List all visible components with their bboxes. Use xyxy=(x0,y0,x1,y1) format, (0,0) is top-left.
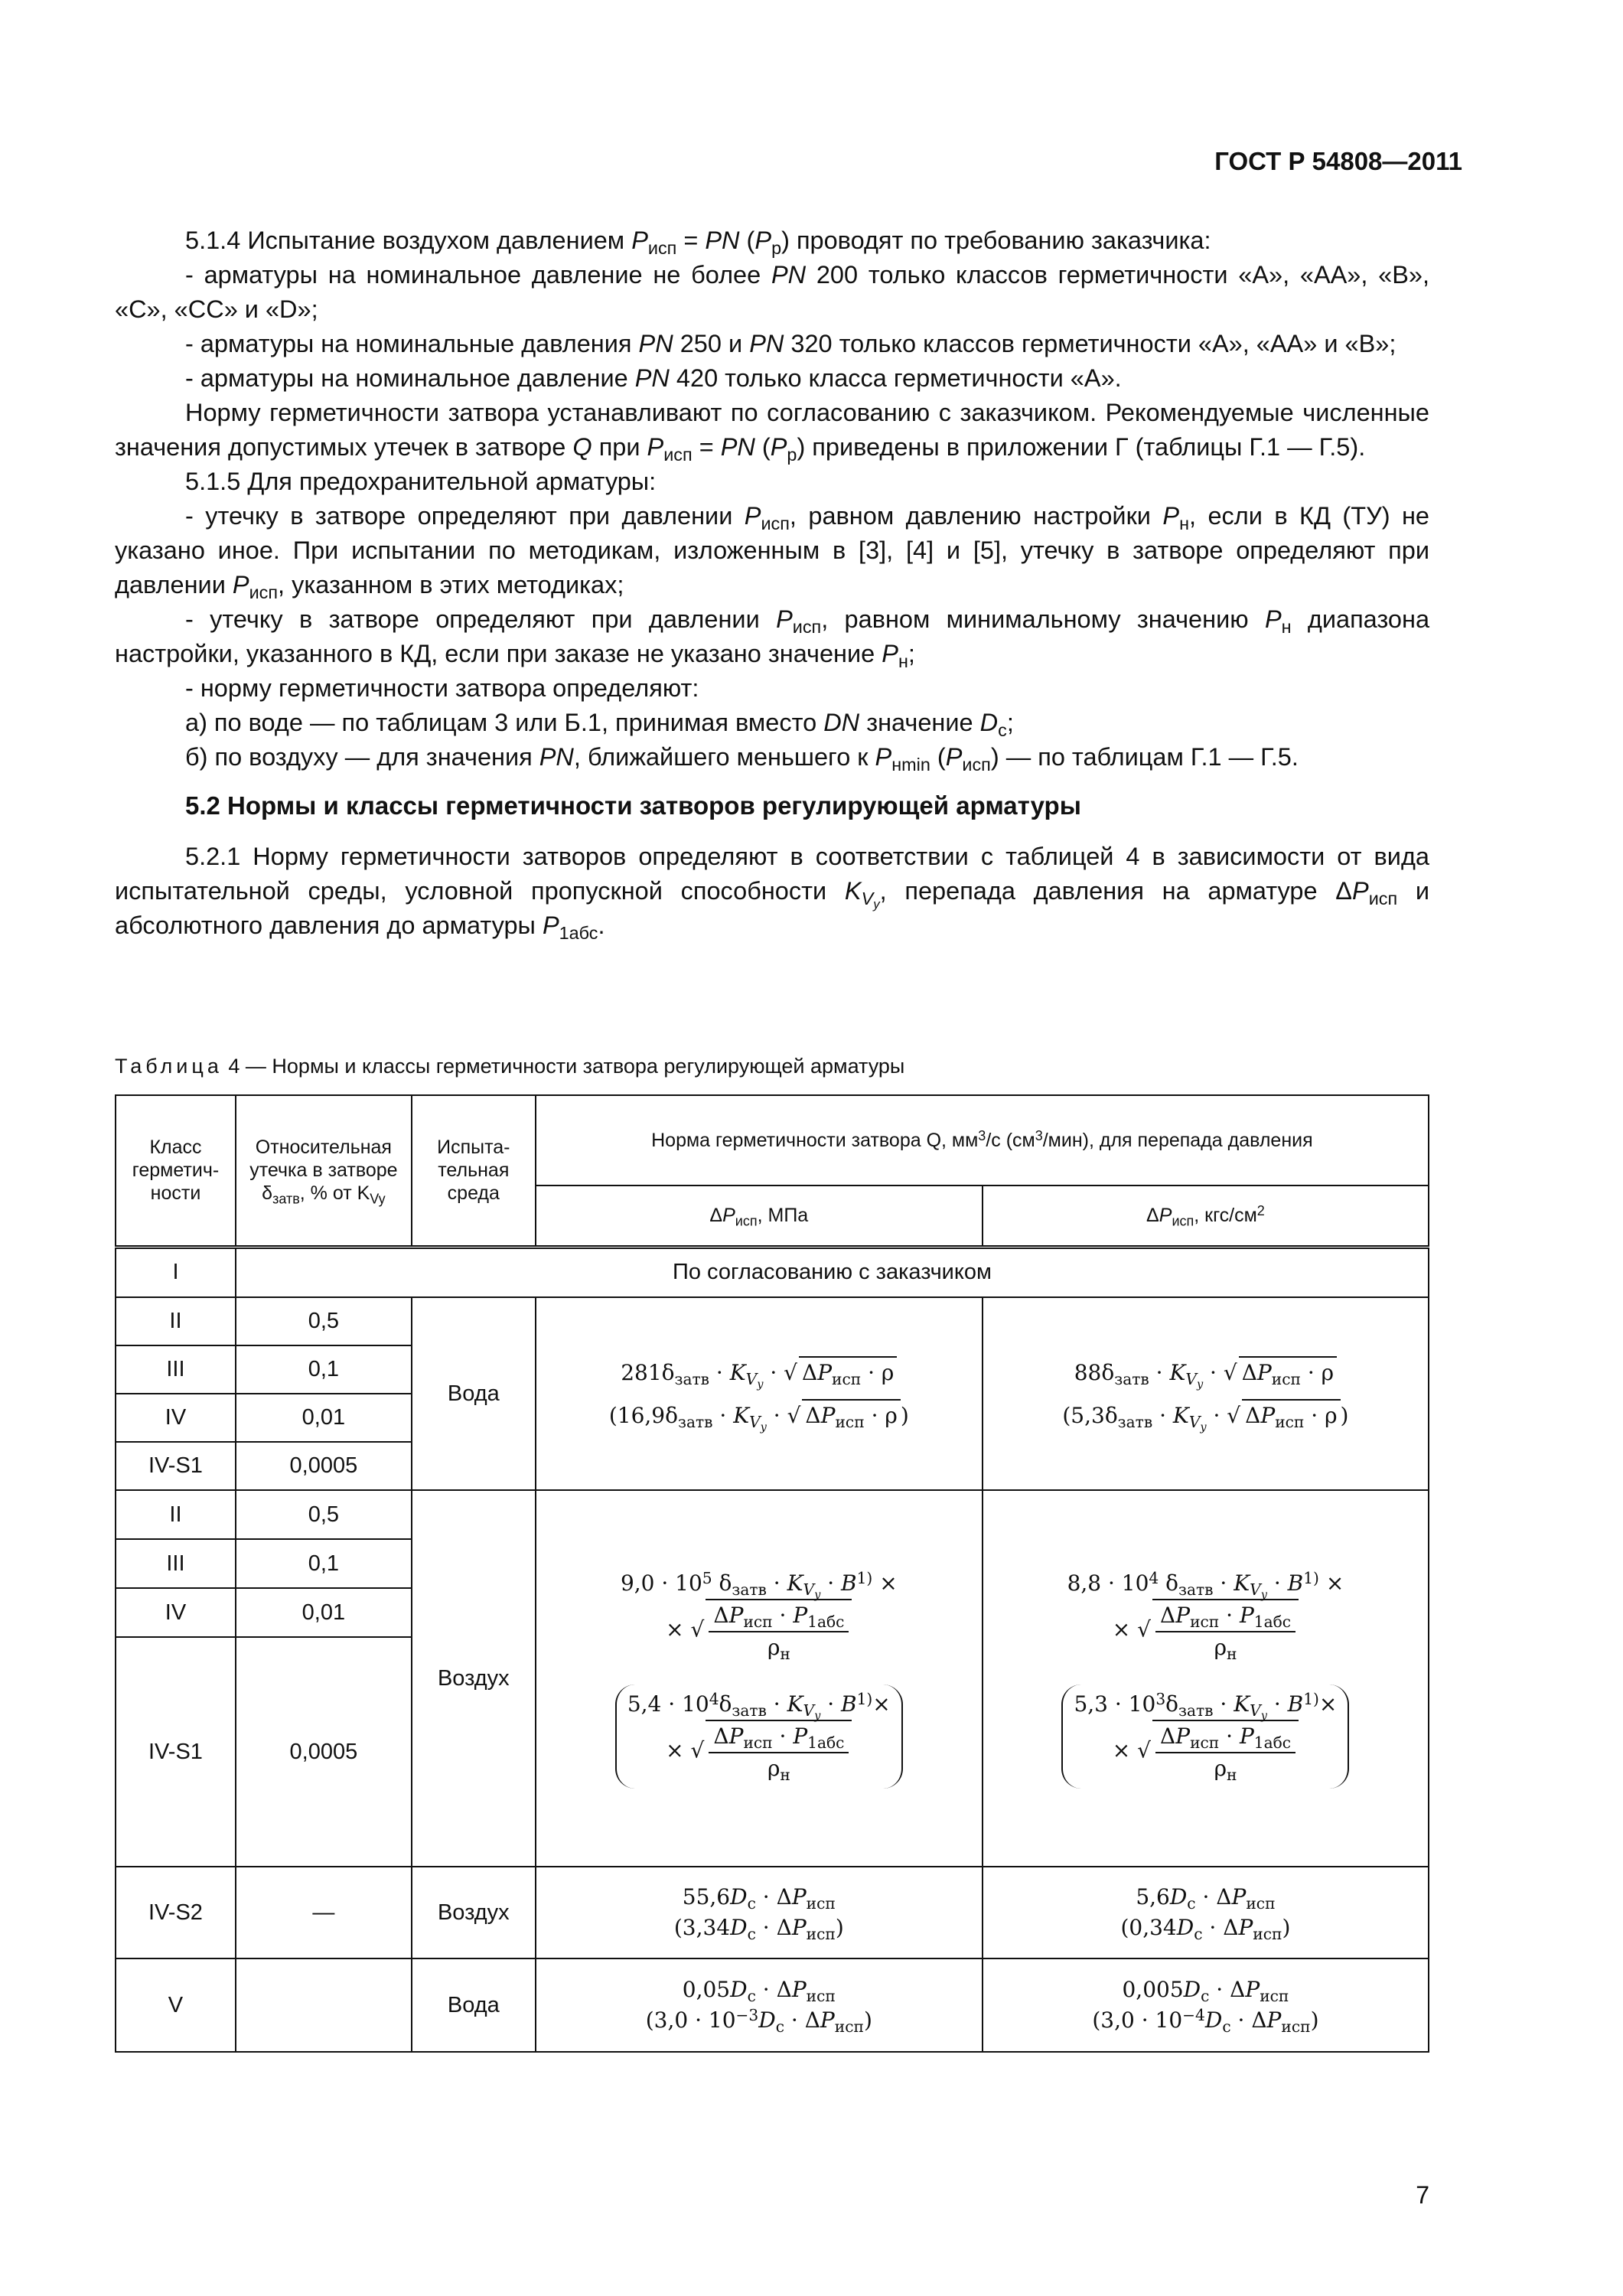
formula-v-mpa: $0,05D_с \cdot \Delta P_{исп}$ $(3,0 \cdot 10^{-3}D_с \cdot \Delta P_{исп})$ xyxy=(536,1958,983,2052)
item-air: б) по воздуху — для значения PN, ближайшего меньшего к $P_{нmin}$ $(P_{исп})$ — по таблицам Г.1 — Г.5. xyxy=(185,743,1299,775)
value-cell: — xyxy=(236,1867,412,1958)
value-cell: 0,1 xyxy=(236,1345,412,1394)
table-row xyxy=(116,1490,1429,1539)
section-5-2-heading: 5.2 Нормы и классы герметичности затворов регулирующей арматуры xyxy=(185,791,1081,820)
value-cell: 0,0005 xyxy=(236,1637,412,1867)
class-cell: V xyxy=(116,1958,236,2052)
bullet-leak-setting: - утечку в затворе определяют при давлении $P_{исп}$, равном давлению настройки $P_н$, если в КД (ТУ) не указано иное. При испытании по методикам, изложенным в [3], [4] и [5], утечку в затворе определяют при давлении $P_{исп}$, указанном в этих методиках; xyxy=(115,502,1430,603)
paragraph-5-2-1: 5.2.1 Норму герметичности затворов определяют в соответствии с таблицей 4 в зависимости от вида испытательной среды, условной пропускной способности $K_{V_y}$, перепада давления на арматуре $\Delta P_{исп}$ и абсолютного давления до арматуры $P_{1абс}$. xyxy=(115,843,1430,944)
page-number: 7 xyxy=(1416,2181,1429,2209)
bullet-pn250-320: - арматуры на номинальные давления PN 250 и PN 320 только классов герметичности «А», «АА» и «В»; xyxy=(185,330,1396,357)
class-cell: IV-S1 xyxy=(116,1637,236,1867)
medium-cell: Воздух xyxy=(412,1867,536,1958)
header-mpa: $\Delta P_{исп}$, МПа xyxy=(536,1186,983,1247)
header-kgs: $\Delta P_{исп}$, кгс/$см^2$ xyxy=(983,1186,1429,1247)
document-code: ГОСТ Р 54808—2011 xyxy=(1214,147,1462,175)
medium-cell: Вода xyxy=(412,1958,536,2052)
value-cell: 0,1 xyxy=(236,1539,412,1588)
header-norm: Норма герметичности затвора Q, $мм^3/с$ $(см^3/мин)$, для перепада давления xyxy=(536,1095,1429,1186)
class-cell: II xyxy=(116,1297,236,1345)
value-cell: 0,5 xyxy=(236,1490,412,1539)
medium-cell: Вода xyxy=(412,1297,536,1490)
class-cell: III xyxy=(116,1345,236,1394)
class-cell: IV-S1 xyxy=(116,1442,236,1490)
bullet-leak-min: - утечку в затворе определяют при давлении $P_{исп}$, равном минимальному значению $P_н$ диапазона настройки, указанного в КД, если при заказе не указано значение $P_н$; xyxy=(115,605,1430,672)
body-text xyxy=(115,223,1429,943)
paragraph-norm: Норму герметичности затвора устанавливают по согласованию с заказчиком. Рекомендуемые численные значения допустимых утечек в затворе Q при $P_{исп}$ = PN $(P_р)$ приведены в приложении Г (таблицы Г.1 — Г.5). xyxy=(115,399,1429,465)
value-cell: 0,01 xyxy=(236,1588,412,1637)
value-cell: 0,0005 xyxy=(236,1442,412,1490)
class-cell: IV-S2 xyxy=(116,1867,236,1958)
formula-v-kgs: $0,005D_с \cdot \Delta P_{исп}$ $(3,0 \cdot 10^{-4}D_с \cdot \Delta P_{исп})$ xyxy=(983,1958,1429,2052)
header-relative-leak: Относительная утечка в затворе $\delta_{затв}$, % от $K_{Vy}$ xyxy=(236,1095,412,1247)
value-cell: 0,01 xyxy=(236,1394,412,1442)
table-row xyxy=(116,1297,1429,1345)
formula-water-kgs: $88\delta_{затв} \cdot K_{V_y}$ · √ $\Delta P_{исп} \cdot \rho$ ($5,3\delta_{затв} \cdot K_{V_y}$ · √ $\Delta P_{исп} \cdot \rho$ ) xyxy=(983,1297,1429,1490)
bullet-pn200: - арматуры на номинальное давление не более PN 200 только классов герметичности «А», «АА», «В», «С», «СС» и «D»; xyxy=(115,261,1430,323)
table-caption: Таблица 4 — Нормы и классы герметичности затвора регулирующей арматуры xyxy=(115,1055,905,1078)
class-cell: IV xyxy=(116,1588,236,1637)
header-test-medium: Испыта-тельная среда xyxy=(412,1095,536,1247)
paragraph-5-1-5: 5.1.5 Для предохранительной арматуры: xyxy=(185,468,657,495)
formula-water-mpa: $281\delta_{затв} \cdot K_{V_y}$ · √ $\Delta P_{исп} \cdot \rho$ ($16,9\delta_{затв} \cdot K_{V_y}$ · √ $\Delta P_{исп} \cdot \rho$ ) xyxy=(536,1297,983,1490)
value-cell xyxy=(236,1958,412,2052)
table-row xyxy=(116,1247,1429,1297)
table-row xyxy=(116,1867,1429,1958)
class-cell: I xyxy=(116,1247,236,1297)
norms-table xyxy=(115,1094,1429,2053)
formula-air-mpa: $9,0 \cdot 10^5$ $\delta_{затв} \cdot K_{V_y} \cdot B^{1)}$ × × √ $\frac{\Delta P_{исп} \cdot P_{1абс}}{\rho_н}$ $5,4 \cdot 10^4\delta_{затв} \cdot K_{V_y} \cdot B^{1)}\times$ × √ $\frac{\Delta P_{исп} \cdot P_{1абс}}{\rho_н}$ xyxy=(536,1490,983,1867)
value-cell: 0,5 xyxy=(236,1297,412,1345)
bullet-pn420: - арматуры на номинальное давление PN 420 только класса герметичности «А». xyxy=(185,364,1122,392)
item-water: а) по воде — по таблицам 3 или Б.1, принимая вместо DN значение $D_с$; xyxy=(185,709,1014,741)
class-cell: IV xyxy=(116,1394,236,1442)
class-cell: III xyxy=(116,1539,236,1588)
table-row xyxy=(116,1958,1429,2052)
formula-s2-mpa: $55,6D_с \cdot \Delta P_{исп}$ $(3,34D_с \cdot \Delta P_{исп})$ xyxy=(536,1867,983,1958)
class-cell: II xyxy=(116,1490,236,1539)
by-agreement-cell: По согласованию с заказчиком xyxy=(236,1247,1429,1297)
paragraph-5-1-4: 5.1.4 Испытание воздухом давлением $P_{исп}$ = PN $(P_р)$ проводят по требованию заказчика: xyxy=(185,227,1211,259)
bullet-norm: - норму герметичности затвора определяют: xyxy=(185,674,699,702)
formula-s2-kgs: $5,6D_с \cdot \Delta P_{исп}$ $(0,34D_с \cdot \Delta P_{исп})$ xyxy=(983,1867,1429,1958)
formula-air-kgs: $8,8 \cdot 10^4$ $\delta_{затв} \cdot K_{V_y} \cdot B^{1)}$ × × √ $\frac{\Delta P_{исп} \cdot P_{1абс}}{\rho_н}$ $5,3 \cdot 10^3\delta_{затв} \cdot K_{V_y} \cdot B^{1)}\times$ × √ $\frac{\Delta P_{исп} \cdot P_{1абс}}{\rho_н}$ xyxy=(983,1490,1429,1867)
header-class: Класс герметич-ности xyxy=(116,1095,236,1247)
medium-cell: Воздух xyxy=(412,1490,536,1867)
